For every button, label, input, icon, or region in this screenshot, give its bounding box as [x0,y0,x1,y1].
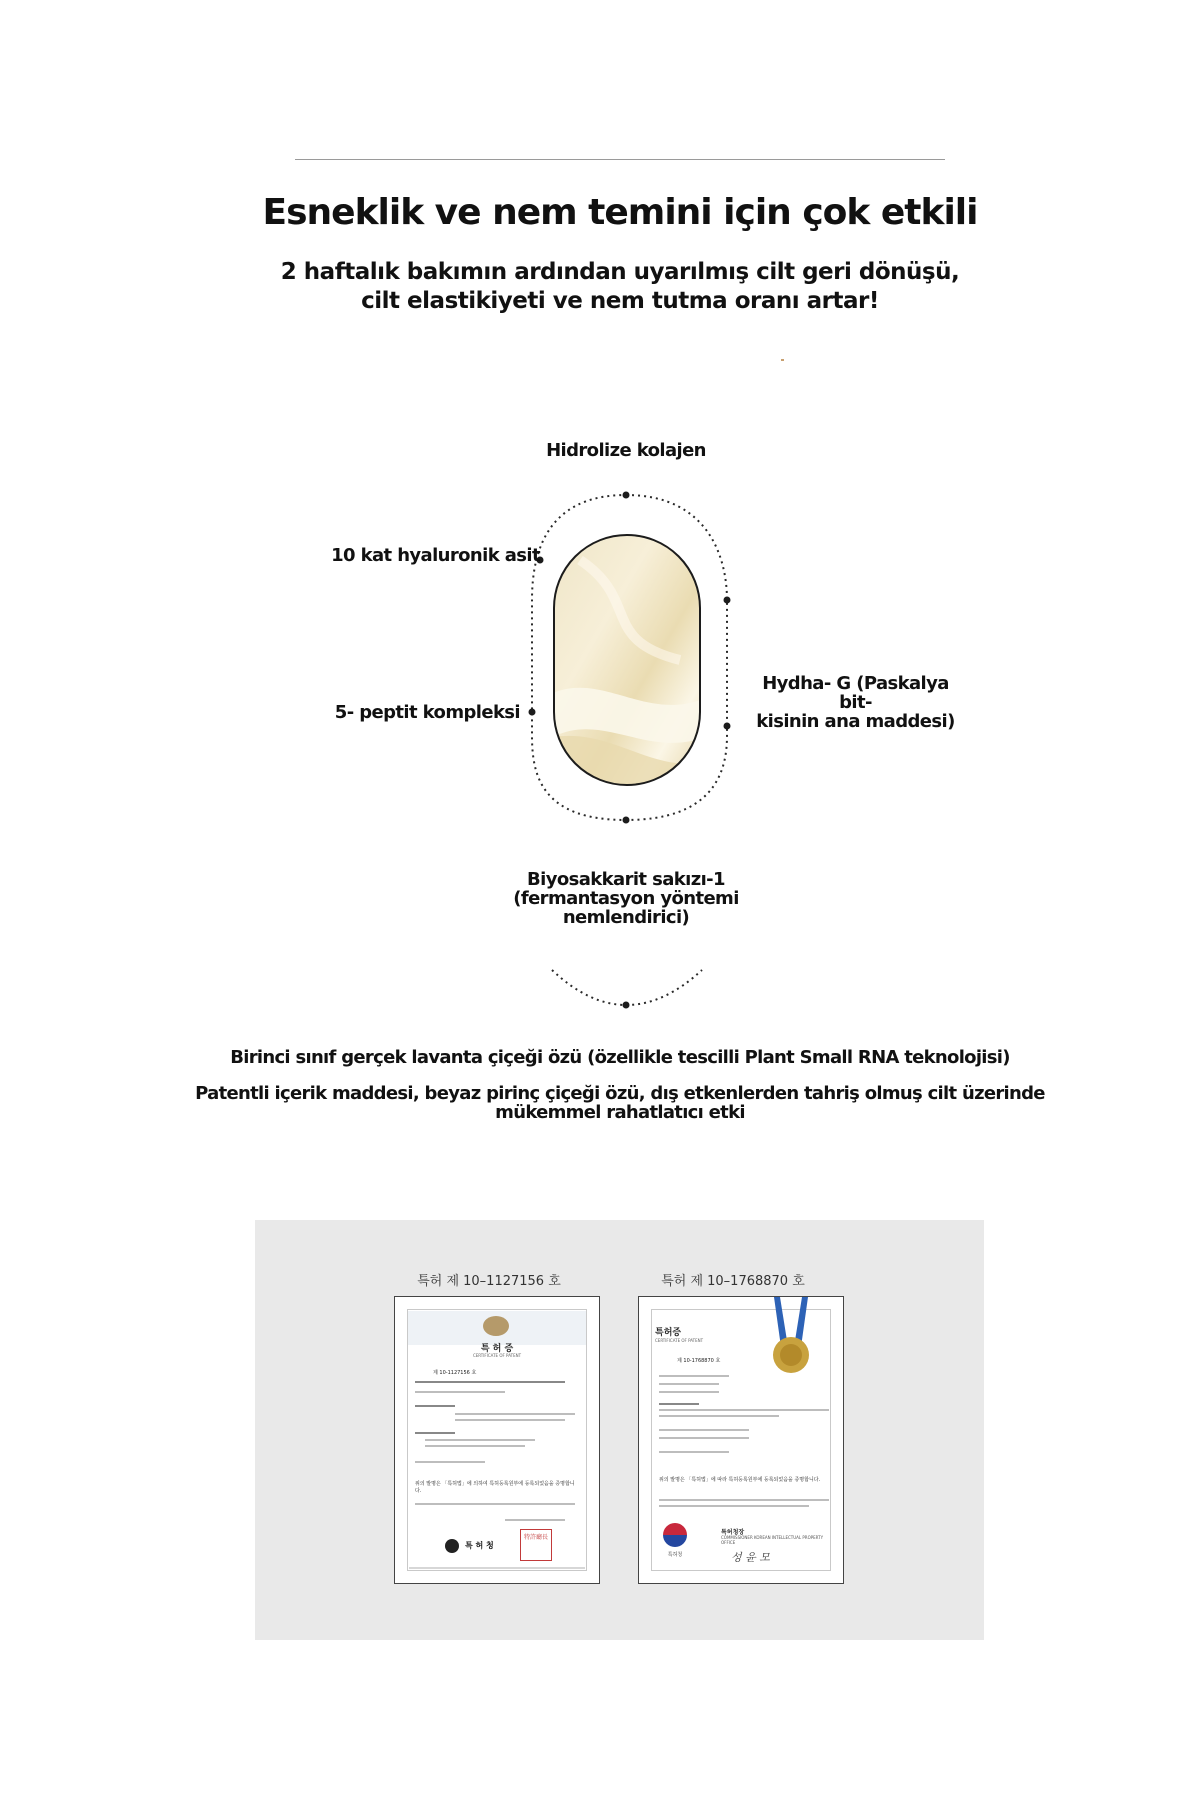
subtitle-line-2: cilt elastikiyeti ve nem tutma oranı artar! [361,288,879,314]
certificate-1-text-line [415,1461,485,1463]
certificate-1-text-line [415,1432,455,1434]
footer-claim-2 [0,1084,1200,1122]
certificate-1-label: 특허 제 10–1127156 호 [417,1274,561,1289]
ingredient-label-upper-left: 10 kat hyaluronik asit [331,545,540,566]
certificate-2-signature: 성 윤 모 [731,1551,770,1564]
certificate-1-text-line [455,1413,575,1415]
certificate-1-text-line [415,1405,455,1407]
certificate-2-text-line [659,1403,699,1405]
certificate-2-text-line [659,1429,749,1431]
certificate-1-text-line [415,1381,565,1383]
footer-claim-1: Birinci sınıf gerçek lavanta çiçeği özü (özellikle tescilli Plant Small RNA teknolojisi) [230,1047,1010,1068]
certificate-2-text-line [659,1499,829,1501]
marker-dot-top [623,492,630,499]
ingredient-label-right-line-2: kisinin ana maddesi) [756,711,955,732]
certificate-2-text-line [659,1375,729,1377]
marker-dot-upper-right [724,597,731,604]
subtitle-line-1: 2 haftalık bakımın ardından uyarılmış cilt geri dönüşü, [280,259,960,285]
ingredient-label-bottom-line-3: nemlendirici) [562,907,690,928]
certificate-2-issuer-en: COMMISSIONER KOREAN INTELLECTUAL PROPERTY OFFICE [721,1535,824,1545]
certificate-2-subheading: CERTIFICATE OF PATENT [655,1338,704,1343]
certificate-2-issuer: 특허청장 [721,1529,745,1536]
certificate-1-number: 제 10-1127156 호 [433,1370,477,1376]
ingredient-label-bottom [496,870,756,927]
ingredient-label-right-line-1: Hydha- G (Paskalya bit- [762,673,949,713]
certificate-1-seal-stamp: 特許廳長 [520,1529,552,1561]
marker-dot-lower-right [724,723,731,730]
certificate-1-issuer-logo-icon [445,1539,459,1553]
certificate-2-text-line [659,1451,729,1453]
marker-dot-lower-left [529,709,536,716]
ingredient-label-top: Hidrolize kolajen [546,440,706,461]
certificate-1-issuer: 특 허 청 [465,1541,494,1550]
certificate-1-text-line [415,1503,575,1505]
certificate-2-number: 제 10-1768870 호 [677,1358,721,1364]
marker-dot-arc [623,1002,630,1009]
certificate-1-emblem [483,1316,509,1336]
dotted-arc-lower [552,970,702,1005]
footer-claim-2-line-1: Patentli içerik maddesi, beyaz pirinç çiçeği özü, dış etkenlerden tahriş olmuş cilt üzerinde [195,1083,1045,1104]
certificate-2-text-line [659,1383,719,1385]
certificate-1-text-line [425,1439,535,1441]
certificate-1-text-line [415,1391,505,1393]
marker-dot-bottom [623,817,630,824]
ingredient-label-bottom-line-2: (fermantasyon yöntemi [513,888,739,909]
certificate-2-text-line [659,1409,829,1411]
certificate-1-heading: 특 허 증 [480,1344,514,1354]
certificate-1-statement: 위의 발명은 「특허법」에 의하여 특허등록원부에 등록되었음을 증명합니다. [415,1481,575,1494]
certificate-2-taegeuk-logo-icon [663,1523,687,1547]
certificate-2-heading: 특허증 [655,1328,682,1338]
certificate-2-text-line [659,1505,809,1507]
footer-claim-2-line-2: mükemmel rahatlatıcı etki [495,1102,745,1123]
certificate-2-text-line [659,1391,719,1393]
cream-capsule [540,535,720,790]
certificates-panel [255,1220,984,1640]
certificate-1-text-line [409,1567,585,1569]
certificate-1-text-line [425,1445,525,1447]
certificate-1-text-line [455,1419,565,1421]
certificate-2 [638,1296,844,1584]
certificate-1-subheading: CERTIFICATE OF PATENT [472,1353,522,1358]
certificate-2-label: 특허 제 10–1768870 호 [661,1274,805,1289]
certificate-2-logo-label: 특허청 [667,1552,683,1558]
certificate-2-statement: 위의 발명은 「특허법」에 따라 특허등록원부에 등록되었음을 증명합니다. [659,1477,821,1483]
certificate-2-text-line [659,1437,749,1439]
certificate-1-text-line [505,1519,565,1521]
certificate-2-text-line [659,1415,779,1417]
ingredient-label-right [748,674,963,731]
certificate-2-ribbon-icon [766,1297,816,1387]
ingredient-label-bottom-line-1: Biyosakkarit sakızı-1 [527,869,725,890]
page-title: Esneklik ve nem temini için çok etkili [262,192,978,233]
ingredient-label-lower-left: 5- peptit kompleksi [334,702,520,723]
certificate-1 [394,1296,600,1584]
